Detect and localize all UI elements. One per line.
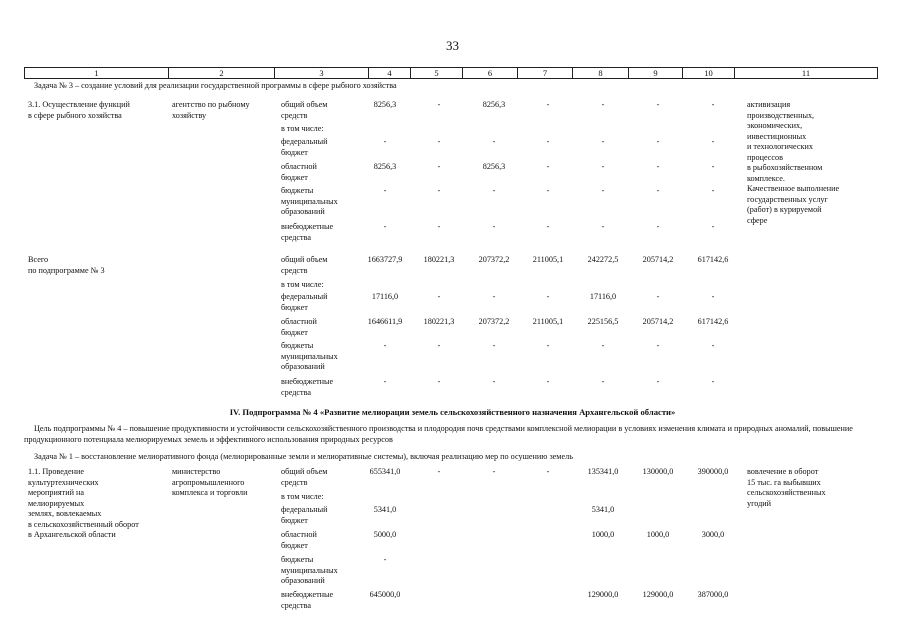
value-cell: 130000,0 xyxy=(642,467,674,476)
value-cell: - xyxy=(711,341,715,350)
value-cell: - xyxy=(601,341,605,350)
value-cell: - xyxy=(546,222,550,231)
source-extrabudget-label: внебюджетные xyxy=(281,377,334,386)
measure-name: в сельскохозяйственный оборот xyxy=(28,519,139,529)
measure-name: 1.1. Проведение xyxy=(28,467,84,476)
column-header-9: 9 xyxy=(629,68,683,79)
subprogram-4-goal: Цель подпрограммы № 4 – повышение продуктивности и устойчивости сельскохозяйственного производства и плодородия почв средствами комплексной мелиорации в условиях изменения климата и природных аномалий, повышение продукционного потенциала мелиорируемых земель и эффективного использования природных ресурсов xyxy=(24,424,853,444)
source-federal-label: федеральный xyxy=(281,137,328,146)
value-cell: - xyxy=(383,186,387,195)
executor: комплекса и торговли xyxy=(172,488,248,497)
measure-name: мелиорируемых xyxy=(28,498,85,508)
value-cell: - xyxy=(492,137,496,146)
expected-result: и технологических xyxy=(747,142,813,151)
value-cell: 1663727,9 xyxy=(367,255,403,264)
source-regional-label: бюджет xyxy=(281,327,308,337)
source-regional-label: областной xyxy=(281,317,317,326)
expected-result: комплексе. xyxy=(747,173,785,183)
value-cell: - xyxy=(546,467,550,476)
value-cell: 617142,6 xyxy=(697,317,729,326)
value-cell: - xyxy=(711,377,715,386)
source-municipal-label: бюджеты xyxy=(281,555,314,564)
column-header-row xyxy=(24,67,878,79)
value-cell: - xyxy=(711,222,715,231)
value-cell: 5341,0 xyxy=(373,505,397,514)
value-cell: - xyxy=(383,137,387,146)
expected-result: сфере xyxy=(747,215,768,225)
value-cell: - xyxy=(546,100,550,109)
value-cell: - xyxy=(711,100,715,109)
value-cell: 207372,2 xyxy=(478,317,510,326)
value-cell: 207372,2 xyxy=(478,255,510,264)
value-cell: - xyxy=(546,162,550,171)
value-cell: 8256,3 xyxy=(482,162,506,171)
value-cell: - xyxy=(437,100,441,109)
source-municipal-label: образований xyxy=(281,362,325,371)
expected-result: вовлечение в оборот xyxy=(747,467,819,476)
value-cell: - xyxy=(437,292,441,301)
expected-result: 15 тыс. га выбывших xyxy=(747,477,821,487)
value-cell: 5341,0 xyxy=(591,505,615,514)
value-cell: - xyxy=(492,377,496,386)
source-extrabudget-label: внебюджетные xyxy=(281,590,334,599)
value-cell: - xyxy=(711,162,715,171)
source-federal-label: бюджет xyxy=(281,515,308,525)
value-cell: - xyxy=(383,222,387,231)
measure-name: в Архангельской области xyxy=(28,530,116,539)
source-extrabudget-label: средства xyxy=(281,600,312,610)
value-cell: - xyxy=(383,377,387,386)
value-cell: - xyxy=(383,555,387,564)
source-total-label: общий объем xyxy=(281,100,328,109)
source-federal-label: федеральный xyxy=(281,505,328,514)
source-extrabudget-label: внебюджетные xyxy=(281,222,334,231)
value-cell: - xyxy=(656,186,660,195)
value-cell: - xyxy=(656,162,660,171)
page-number: 33 xyxy=(446,38,459,53)
source-total-label: общий объем xyxy=(281,255,328,264)
value-cell: 17116,0 xyxy=(371,292,399,301)
column-header-2: 2 xyxy=(169,68,275,79)
value-cell: 242272,5 xyxy=(587,255,619,264)
value-cell: 8256,3 xyxy=(373,100,397,109)
value-cell: - xyxy=(601,100,605,109)
value-cell: 387000,0 xyxy=(697,590,729,599)
executor: хозяйству xyxy=(172,110,207,120)
value-cell: 1000,0 xyxy=(591,530,615,539)
value-cell: - xyxy=(711,292,715,301)
value-cell: - xyxy=(437,467,441,476)
executor: агропромышленного xyxy=(172,477,245,487)
including-label: в том числе: xyxy=(281,280,324,289)
value-cell: - xyxy=(601,162,605,171)
value-cell: - xyxy=(601,137,605,146)
column-header-7: 7 xyxy=(518,68,573,79)
value-cell: - xyxy=(656,292,660,301)
value-cell: - xyxy=(656,137,660,146)
value-cell: - xyxy=(546,341,550,350)
value-cell: - xyxy=(437,341,441,350)
column-header-11: 11 xyxy=(735,68,878,79)
value-cell: - xyxy=(492,186,496,195)
value-cell: 645000,0 xyxy=(369,590,401,599)
value-cell: - xyxy=(601,186,605,195)
column-header-4: 4 xyxy=(369,68,411,79)
value-cell: 211005,1 xyxy=(532,255,564,264)
expected-result: (работ) в курируемой xyxy=(747,205,822,214)
source-total-label: средств xyxy=(281,265,308,275)
value-cell: - xyxy=(437,162,441,171)
column-header-10: 10 xyxy=(683,68,735,79)
measure-name: землях, вовлекаемых xyxy=(28,509,102,518)
expected-result: Качественное выполнение xyxy=(747,184,840,193)
source-total-label: средств xyxy=(281,477,308,487)
source-municipal-label: образований xyxy=(281,207,325,216)
value-cell: - xyxy=(656,377,660,386)
value-cell: - xyxy=(546,377,550,386)
executor: агентство по рыбному xyxy=(172,100,250,109)
value-cell: - xyxy=(656,341,660,350)
source-federal-label: федеральный xyxy=(281,292,328,301)
value-cell: 1646611,9 xyxy=(367,317,403,326)
column-header-1: 1 xyxy=(25,68,169,79)
value-cell: 8256,3 xyxy=(482,100,506,109)
value-cell: 129000,0 xyxy=(642,590,674,599)
expected-result: инвестиционных xyxy=(747,131,807,141)
value-cell: 225156,5 xyxy=(587,317,619,326)
value-cell: 617142,6 xyxy=(697,255,729,264)
value-cell: 135341,0 xyxy=(587,467,619,476)
expected-result: сельскохозяйственных xyxy=(747,488,826,497)
source-regional-label: бюджет xyxy=(281,540,308,550)
value-cell: - xyxy=(711,186,715,195)
source-municipal-label: муниципальных xyxy=(281,196,338,206)
value-cell: 17116,0 xyxy=(589,292,617,301)
value-cell: 655341,0 xyxy=(369,467,401,476)
value-cell: 180221,3 xyxy=(423,317,455,326)
value-cell: - xyxy=(546,137,550,146)
value-cell: 180221,3 xyxy=(423,255,455,264)
value-cell: 129000,0 xyxy=(587,590,619,599)
measure-name: культуртехнических xyxy=(28,477,99,487)
source-federal-label: бюджет xyxy=(281,147,308,157)
source-total-label: общий объем xyxy=(281,467,328,476)
value-cell: - xyxy=(492,222,496,231)
value-cell: 211005,1 xyxy=(532,317,564,326)
column-header-5: 5 xyxy=(411,68,463,79)
expected-result: процессов xyxy=(747,152,784,162)
expected-result: государственных услуг xyxy=(747,194,828,204)
value-cell: 5000,0 xyxy=(373,530,397,539)
source-municipal-label: муниципальных xyxy=(281,351,338,361)
value-cell: - xyxy=(492,341,496,350)
value-cell: 1000,0 xyxy=(646,530,670,539)
measure-name: мероприятий на xyxy=(28,488,85,497)
expected-result: активизация xyxy=(747,100,791,109)
value-cell: - xyxy=(492,467,496,476)
value-cell: - xyxy=(711,137,715,146)
source-extrabudget-label: средства xyxy=(281,232,312,242)
value-cell: 3000,0 xyxy=(701,530,725,539)
measure-name: 3.1. Осуществление функций xyxy=(28,100,130,109)
expected-result: в рыбохозяйственном xyxy=(747,163,823,172)
value-cell: - xyxy=(601,222,605,231)
source-extrabudget-label: средства xyxy=(281,387,312,397)
value-cell: - xyxy=(656,222,660,231)
measure-name: по подпрограмме № 3 xyxy=(28,265,105,275)
source-municipal-label: образований xyxy=(281,576,325,585)
value-cell: 390000,0 xyxy=(697,467,729,476)
value-cell: - xyxy=(437,137,441,146)
source-municipal-label: муниципальных xyxy=(281,565,338,575)
value-cell: - xyxy=(437,377,441,386)
column-header-6: 6 xyxy=(463,68,518,79)
source-municipal-label: бюджеты xyxy=(281,186,314,195)
column-header-8: 8 xyxy=(573,68,629,79)
measure-name: в сфере рыбного хозяйства xyxy=(28,110,122,120)
value-cell: - xyxy=(656,100,660,109)
value-cell: 205714,2 xyxy=(642,255,674,264)
subprogram-4-title: IV. Подпрограмма № 4 «Развитие мелиорации земель сельскохозяйственного назначения Архангельской области» xyxy=(229,407,676,417)
executor: министерство xyxy=(172,467,221,476)
source-regional-label: бюджет xyxy=(281,172,308,182)
measure-name: Всего xyxy=(28,255,49,264)
value-cell: - xyxy=(383,341,387,350)
source-total-label: средств xyxy=(281,110,308,120)
value-cell: - xyxy=(601,377,605,386)
task-3-heading: Задача № 3 – создание условий для реализации государственной программы в сфере рыбного хозяйства xyxy=(34,81,397,90)
source-regional-label: областной xyxy=(281,530,317,539)
value-cell: - xyxy=(546,186,550,195)
source-federal-label: бюджет xyxy=(281,302,308,312)
source-municipal-label: бюджеты xyxy=(281,341,314,350)
value-cell: 8256,3 xyxy=(373,162,397,171)
column-header-3: 3 xyxy=(275,68,369,79)
expected-result: экономических, xyxy=(747,121,803,130)
value-cell: 205714,2 xyxy=(642,317,674,326)
value-cell: - xyxy=(437,186,441,195)
including-label: в том числе: xyxy=(281,124,324,133)
including-label: в том числе: xyxy=(281,492,324,501)
source-regional-label: областной xyxy=(281,162,317,171)
value-cell: - xyxy=(437,222,441,231)
expected-result: производственных, xyxy=(747,110,815,120)
value-cell: - xyxy=(492,292,496,301)
expected-result: угодий xyxy=(747,498,772,508)
task-1-heading: Задача № 1 – восстановление мелиоративного фонда (мелиорированные земли и мелиоративные системы), включая реализацию мер по осушению земель xyxy=(34,452,573,461)
value-cell: - xyxy=(546,292,550,301)
